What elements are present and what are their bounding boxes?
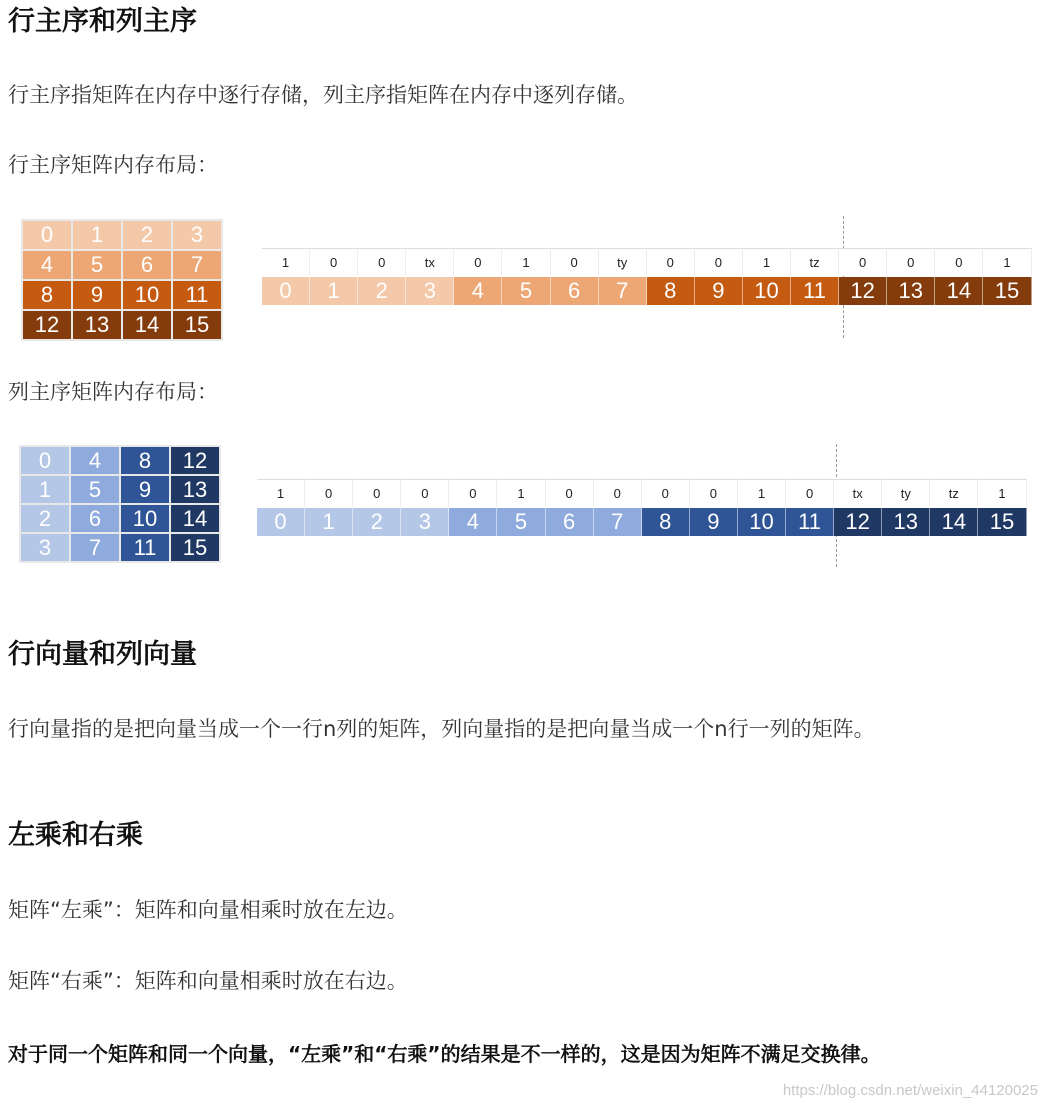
matrix-cell: 12: [23, 311, 71, 339]
strip-value-cell: 2: [358, 277, 406, 305]
strip-header-cell: 1: [502, 248, 550, 276]
strip-header-cell: 0: [358, 248, 406, 276]
matrix-cell: 11: [121, 534, 169, 561]
matrix-cell: 2: [123, 221, 171, 249]
strip-value-cell: 4: [449, 508, 497, 536]
strip-header-cell: 0: [454, 248, 502, 276]
matrix-cell: 3: [21, 534, 69, 561]
col-major-strip-values: [257, 508, 1027, 536]
matrix-cell: 1: [21, 476, 69, 503]
matrix-cell: 1: [73, 221, 121, 249]
heading-row-col-major: 行主序和列主序: [8, 6, 197, 37]
strip-value-cell: 0: [262, 277, 310, 305]
matrix-cell: 9: [73, 281, 121, 309]
strip-header-cell: 1: [978, 479, 1026, 507]
matrix-cell: 5: [71, 476, 119, 503]
strip-header-cell: 1: [983, 248, 1031, 276]
paragraph-multiply-note: 对于同一个矩阵和同一个向量，“左乘”和“右乘”的结果是不一样的，这是因为矩阵不满足交换律。: [8, 1042, 881, 1066]
strip-value-cell: 0: [257, 508, 305, 536]
strip-header-cell: 1: [497, 479, 545, 507]
paragraph-left-multiply: 矩阵“左乘”：矩阵和向量相乘时放在左边。: [8, 898, 408, 922]
strip-header-cell: 0: [353, 479, 401, 507]
strip-header-cell: 0: [642, 479, 690, 507]
strip-value-cell: 2: [353, 508, 401, 536]
strip-value-cell: 3: [401, 508, 449, 536]
label-row-major-layout: 行主序矩阵内存布局：: [8, 153, 218, 177]
strip-header-cell: 1: [257, 479, 305, 507]
matrix-cell: 12: [171, 447, 219, 474]
strip-value-cell: 14: [935, 277, 983, 305]
matrix-cell: 7: [71, 534, 119, 561]
strip-value-cell: 11: [786, 508, 834, 536]
strip-value-cell: 5: [497, 508, 545, 536]
heading-left-right-multiply: 左乘和右乘: [8, 820, 143, 851]
strip-value-cell: 3: [406, 277, 454, 305]
strip-header-cell: tx: [406, 248, 454, 276]
strip-value-cell: 10: [738, 508, 786, 536]
matrix-cell: 10: [123, 281, 171, 309]
strip-value-cell: 11: [791, 277, 839, 305]
strip-value-cell: 6: [546, 508, 594, 536]
strip-value-cell: 12: [834, 508, 882, 536]
strip-value-cell: 15: [978, 508, 1026, 536]
strip-header-cell: ty: [599, 248, 647, 276]
strip-header-cell: 0: [690, 479, 738, 507]
matrix-cell: 2: [21, 505, 69, 532]
strip-header-cell: 0: [594, 479, 642, 507]
matrix-cell: 9: [121, 476, 169, 503]
matrix-cell: 3: [173, 221, 221, 249]
strip-header-cell: 0: [449, 479, 497, 507]
matrix-cell: 14: [123, 311, 171, 339]
strip-header-cell: 0: [305, 479, 353, 507]
strip-value-cell: 4: [454, 277, 502, 305]
matrix-cell: 6: [123, 251, 171, 279]
paragraph-row-col-vector-desc: 行向量指的是把向量当成一个一行n列的矩阵，列向量指的是把向量当成一个n行一列的矩阵。: [8, 717, 875, 741]
strip-header-cell: 0: [401, 479, 449, 507]
matrix-cell: 13: [171, 476, 219, 503]
matrix-cell: 14: [171, 505, 219, 532]
label-col-major-layout: 列主序矩阵内存布局：: [8, 380, 218, 404]
strip-value-cell: 8: [647, 277, 695, 305]
strip-header-cell: 0: [551, 248, 599, 276]
strip-value-cell: 6: [551, 277, 599, 305]
strip-value-cell: 1: [310, 277, 358, 305]
strip-value-cell: 10: [743, 277, 791, 305]
strip-value-cell: 13: [887, 277, 935, 305]
strip-value-cell: 7: [594, 508, 642, 536]
paragraph-right-multiply: 矩阵“右乘”：矩阵和向量相乘时放在右边。: [8, 969, 408, 993]
strip-value-cell: 9: [695, 277, 743, 305]
strip-header-cell: 0: [786, 479, 834, 507]
watermark: https://blog.csdn.net/weixin_44120025: [782, 1082, 1038, 1099]
col-major-strip-header: [257, 479, 1027, 507]
matrix-cell: 8: [23, 281, 71, 309]
strip-value-cell: 5: [502, 277, 550, 305]
matrix-cell: 8: [121, 447, 169, 474]
strip-value-cell: 15: [983, 277, 1031, 305]
strip-header-cell: 0: [839, 248, 887, 276]
matrix-cell: 11: [173, 281, 221, 309]
strip-header-cell: 0: [310, 248, 358, 276]
strip-value-cell: 14: [930, 508, 978, 536]
matrix-cell: 4: [23, 251, 71, 279]
matrix-cell: 0: [21, 447, 69, 474]
strip-header-cell: ty: [882, 479, 930, 507]
strip-header-cell: 1: [743, 248, 791, 276]
matrix-cell: 13: [73, 311, 121, 339]
strip-header-cell: 1: [262, 248, 310, 276]
strip-value-cell: 9: [690, 508, 738, 536]
strip-header-cell: tx: [834, 479, 882, 507]
col-major-matrix-figure: [19, 445, 221, 563]
strip-header-cell: 0: [935, 248, 983, 276]
strip-header-cell: 0: [887, 248, 935, 276]
matrix-cell: 7: [173, 251, 221, 279]
matrix-cell: 0: [23, 221, 71, 249]
strip-header-cell: tz: [791, 248, 839, 276]
strip-value-cell: 12: [839, 277, 887, 305]
matrix-cell: 10: [121, 505, 169, 532]
strip-value-cell: 7: [599, 277, 647, 305]
row-major-strip-header: [262, 248, 1032, 276]
matrix-cell: 15: [173, 311, 221, 339]
matrix-cell: 6: [71, 505, 119, 532]
matrix-cell: 15: [171, 534, 219, 561]
strip-header-cell: 0: [546, 479, 594, 507]
strip-value-cell: 1: [305, 508, 353, 536]
matrix-cell: 4: [71, 447, 119, 474]
matrix-cell: 5: [73, 251, 121, 279]
row-major-strip-values: [262, 277, 1032, 305]
row-major-matrix-figure: [21, 219, 223, 341]
strip-header-cell: tz: [930, 479, 978, 507]
strip-value-cell: 8: [642, 508, 690, 536]
heading-row-col-vector: 行向量和列向量: [8, 639, 197, 670]
strip-header-cell: 0: [647, 248, 695, 276]
paragraph-row-col-major-desc: 行主序指矩阵在内存中逐行存储，列主序指矩阵在内存中逐列存储。: [8, 83, 638, 107]
strip-header-cell: 1: [738, 479, 786, 507]
strip-header-cell: 0: [695, 248, 743, 276]
strip-value-cell: 13: [882, 508, 930, 536]
